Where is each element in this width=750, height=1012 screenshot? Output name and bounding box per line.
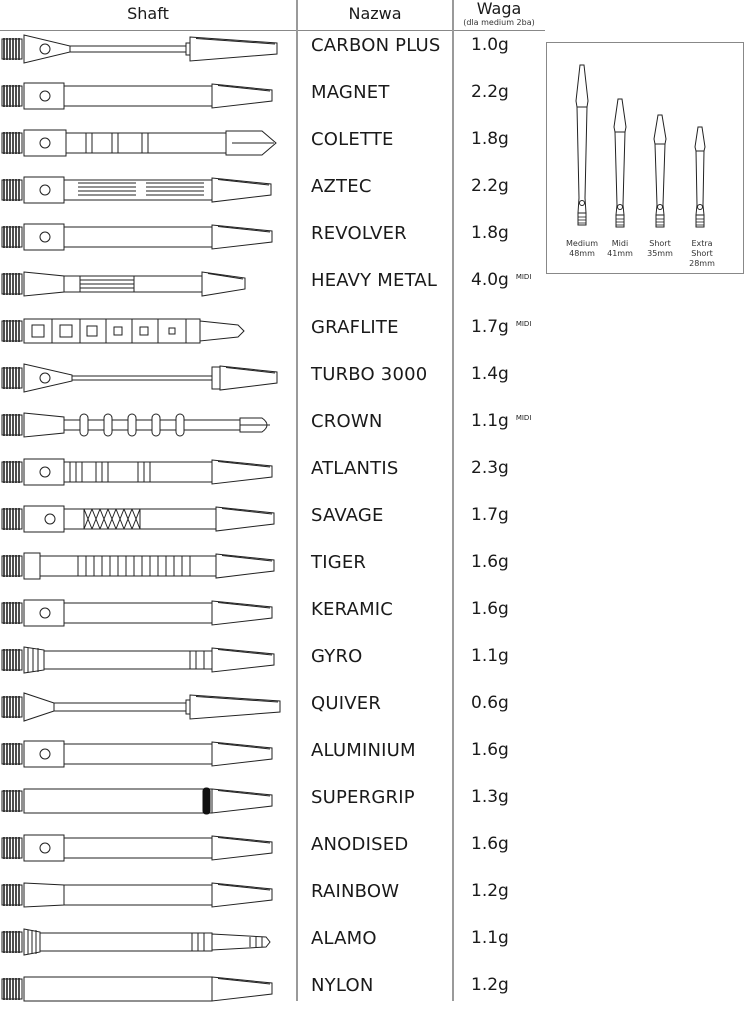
shaft-name: TURBO 3000 <box>311 364 428 385</box>
legend-item-short <box>635 239 685 259</box>
weight-value: 0.6g <box>471 693 509 713</box>
shaft-drawing-keramic <box>0 589 290 636</box>
table-row <box>0 777 545 824</box>
weight-value: 1.8g <box>471 129 509 149</box>
weight-value: 1.4g <box>471 364 509 384</box>
shaft-weight <box>471 458 509 478</box>
table-row <box>0 307 545 354</box>
shaft-weight <box>471 740 509 760</box>
shaft-weight <box>471 928 509 948</box>
weight-value: 1.7g <box>471 505 509 525</box>
table-row <box>0 495 545 542</box>
table-row <box>0 72 545 119</box>
shaft-drawing-gyro <box>0 636 290 683</box>
weight-value: 1.6g <box>471 834 509 854</box>
weight-value: 1.2g <box>471 975 509 995</box>
weight-value: 1.0g <box>471 35 509 55</box>
table-row <box>0 730 545 777</box>
midi-badge: MIDI <box>515 414 532 422</box>
shaft-name: GRAFLITE <box>311 317 399 338</box>
shaft-name: SUPERGRIP <box>311 787 415 808</box>
table-row <box>0 119 545 166</box>
weight-value: 1.1g <box>471 646 509 666</box>
shaft-weight <box>471 787 509 807</box>
shaft-name: HEAVY METAL <box>311 270 438 291</box>
shaft-name: REVOLVER <box>311 223 407 244</box>
legend-size-label: Short <box>649 239 671 248</box>
shaft-weight <box>471 834 509 854</box>
shaft-drawing-tiger <box>0 542 290 589</box>
shaft-name: NYLON <box>311 975 374 996</box>
shaft-weight <box>471 364 509 384</box>
shaft-drawing-crown <box>0 401 290 448</box>
table-row <box>0 871 545 918</box>
table-row <box>0 354 545 401</box>
table-row <box>0 636 545 683</box>
shaft-name: QUIVER <box>311 693 382 714</box>
legend-length-label: 35mm <box>647 249 673 258</box>
weight-value: 1.6g <box>471 599 509 619</box>
shaft-drawing-atlantis <box>0 448 290 495</box>
weight-header-note: (dla medium 2ba) <box>463 18 535 27</box>
shaft-name: SAVAGE <box>311 505 384 526</box>
shaft-weight <box>471 35 509 55</box>
shaft-drawing-magnet <box>0 72 290 119</box>
table-row <box>0 824 545 871</box>
shaft-drawing-revolver <box>0 213 290 260</box>
weight-value: 1.1g <box>471 411 509 431</box>
weight-value: 1.1g <box>471 928 509 948</box>
shaft-name: RAINBOW <box>311 881 400 902</box>
shaft-weight <box>471 599 509 619</box>
shaft-weight <box>471 223 509 243</box>
shaft-drawing-heavy <box>0 260 290 307</box>
table-row <box>0 166 545 213</box>
legend-length-label: 41mm <box>607 249 633 258</box>
shaft-drawing-aluminium <box>0 730 290 777</box>
shaft-drawing-anodised <box>0 824 290 871</box>
weight-value: 1.8g <box>471 223 509 243</box>
shaft-name: ALUMINIUM <box>311 740 416 761</box>
shaft-weight <box>471 270 531 290</box>
shaft-weight <box>471 411 531 431</box>
table-row <box>0 260 545 307</box>
weight-value: 2.2g <box>471 82 509 102</box>
weight-value: 1.7g <box>471 317 509 337</box>
shaft-name: ALAMO <box>311 928 377 949</box>
shaft-name: COLETTE <box>311 129 394 150</box>
shaft-drawing-savage <box>0 495 290 542</box>
shaft-name: CROWN <box>311 411 383 432</box>
weight-value: 4.0g <box>471 270 509 290</box>
shaft-drawing-nylon <box>0 965 290 1012</box>
midi-badge: MIDI <box>515 273 532 281</box>
shaft-weight <box>471 975 509 995</box>
weight-value: 2.3g <box>471 458 509 478</box>
shaft-drawing-graflite <box>0 307 290 354</box>
shaft-weight <box>471 693 509 713</box>
shaft-drawing-supergrip <box>0 777 290 824</box>
shaft-weight <box>471 82 509 102</box>
table-row <box>0 683 545 730</box>
shaft-length-legend <box>546 42 744 274</box>
shaft-drawing-carbon <box>0 25 290 72</box>
legend-size-label: Midi <box>611 239 629 248</box>
shaft-name: ANODISED <box>311 834 409 855</box>
shaft-name: CARBON PLUS <box>311 35 441 56</box>
weight-value: 1.3g <box>471 787 509 807</box>
shaft-weight <box>471 317 531 337</box>
shaft-weight <box>471 505 509 525</box>
weight-header-title: Waga <box>476 0 522 18</box>
shaft-name: AZTEC <box>311 176 372 197</box>
legend-length-label: 28mm <box>689 259 715 268</box>
weight-column-header <box>454 0 544 27</box>
shaft-drawing-turbo <box>0 354 290 401</box>
shaft-name: MAGNET <box>311 82 390 103</box>
shaft-weight <box>471 176 509 196</box>
table-row <box>0 213 545 260</box>
table-row <box>0 401 545 448</box>
weight-value: 1.2g <box>471 881 509 901</box>
table-row <box>0 918 545 965</box>
midi-badge: MIDI <box>515 320 532 328</box>
legend-size-label: Extra Short <box>691 239 713 258</box>
shaft-drawing-quiver <box>0 683 290 730</box>
shaft-drawing-colette <box>0 119 290 166</box>
shaft-name: TIGER <box>311 552 367 573</box>
table-row <box>0 25 545 72</box>
legend-length-label: 48mm <box>569 249 595 258</box>
table-row <box>0 448 545 495</box>
name-column-header: Nazwa <box>348 4 402 23</box>
weight-value: 1.6g <box>471 552 509 572</box>
shaft-drawing-aztec <box>0 166 290 213</box>
shaft-weight <box>471 552 509 572</box>
shaft-name: GYRO <box>311 646 363 667</box>
legend-item-extra-short <box>680 239 724 269</box>
table-row <box>0 542 545 589</box>
legend-size-label: Medium <box>566 239 598 248</box>
shaft-name: ATLANTIS <box>311 458 399 479</box>
shaft-weight <box>471 129 509 149</box>
shaft-column-header: Shaft <box>127 4 169 23</box>
shaft-weight <box>471 881 509 901</box>
shaft-weight <box>471 646 509 666</box>
table-row <box>0 965 545 1012</box>
shaft-name: KERAMIC <box>311 599 394 620</box>
weight-value: 1.6g <box>471 740 509 760</box>
shaft-drawing-alamo <box>0 918 290 965</box>
shaft-drawing-rainbow <box>0 871 290 918</box>
weight-value: 2.2g <box>471 176 509 196</box>
table-row <box>0 589 545 636</box>
